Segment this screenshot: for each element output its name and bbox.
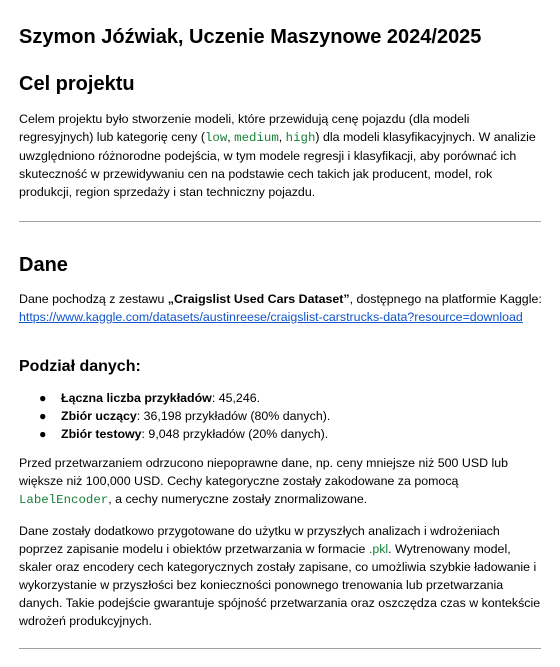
save-text-start: Dane zostały dodatkowo przygotowane do użytku w przyszłych analizach i wdrożeniach poprzez zapisanie modelu i obiektów przetwarzania w formacie [19,524,500,556]
source-text-end: , dostępnego na platformie Kaggle: [349,292,542,306]
model-saving-paragraph [19,522,543,630]
save-text-end: . Wytrenowany model, skaler oraz encodery cech kategorycznych zostały zapisane, co umożliwia szybkie ładowanie i wykorzystanie w przyszłości bez konieczności ponownego trenowania lub przetwarzania danych. Takie podejście gwarantuje spójność przetwarzania oraz oszczędza czas w kontekście wdrożeń produkcyjnych. [19,542,541,628]
list-item-value: : 36,198 przykładów (80% danych). [136,409,331,423]
cel-paragraph [19,110,543,201]
prep-text-end: , a cechy numeryczne zostały znormalizowane. [108,492,368,506]
section-heading-cel-projektu: Cel projektu [19,73,135,95]
code-high: high [285,131,316,145]
code-medium: medium [234,131,279,145]
list-item-label: Zbiór uczący [61,409,137,423]
kaggle-dataset-link[interactable]: https://www.kaggle.com/datasets/austinreese/craigslist-carstrucks-data?resource=download [19,310,523,324]
dane-source-paragraph [19,290,543,326]
bullet: ● [39,409,47,423]
cel-text-end: ) dla modeli klasyfikacyjnych. W analizie uwzględniono różnorodne podejścia, w tym modele regresji i klasyfikacji, aby porównać ich skuteczność w przewidywaniu cen na podstawie cech takich jak producent, model, rok produkcji, region sprzedaży i stan techniczny pojazdu. [19,130,536,199]
code-pkl: .pkl [368,542,389,556]
subheading-podzial-danych: Podział danych: [19,358,141,375]
split-list [19,389,330,443]
bullet: ● [39,391,47,405]
cel-sep-1: , [227,130,235,144]
cel-text-start: Celem projektu było stworzenie modeli, które przewidują cenę pojazdu (dla modeli regresyjnych) lub kategorię ceny ( [19,112,470,144]
bullet: ● [39,427,47,441]
source-text-start: Dane pochodzą z zestawu [19,292,168,306]
prep-text-start: Przed przetwarzaniem odrzucono niepoprawne dane, np. ceny mniejsze niż 500 USD lub większe niż 100,000 USD. Cechy kategoryczne zostały zakodowane za pomocą [19,456,509,488]
list-item [19,425,330,443]
code-labelencoder: LabelEncoder [19,493,109,507]
list-item-value: : 45,246. [211,391,261,405]
horizontal-rule [19,221,541,222]
section-heading-dane: Dane [19,254,68,276]
preprocessing-paragraph [19,454,543,509]
list-item-value: : 9,048 przykładów (20% danych). [141,427,329,441]
list-item [19,389,330,407]
dataset-name: „Craigslist Used Cars Dataset” [167,292,350,306]
list-item-label: Łączna liczba przykładów [61,391,212,405]
code-low: low [204,131,228,145]
list-item [19,407,330,425]
horizontal-rule [19,648,541,649]
cel-sep-2: , [278,130,286,144]
list-item-label: Zbiór testowy [61,427,142,441]
document-title: Szymon Jóźwiak, Uczenie Maszynowe 2024/2025 [19,26,482,48]
